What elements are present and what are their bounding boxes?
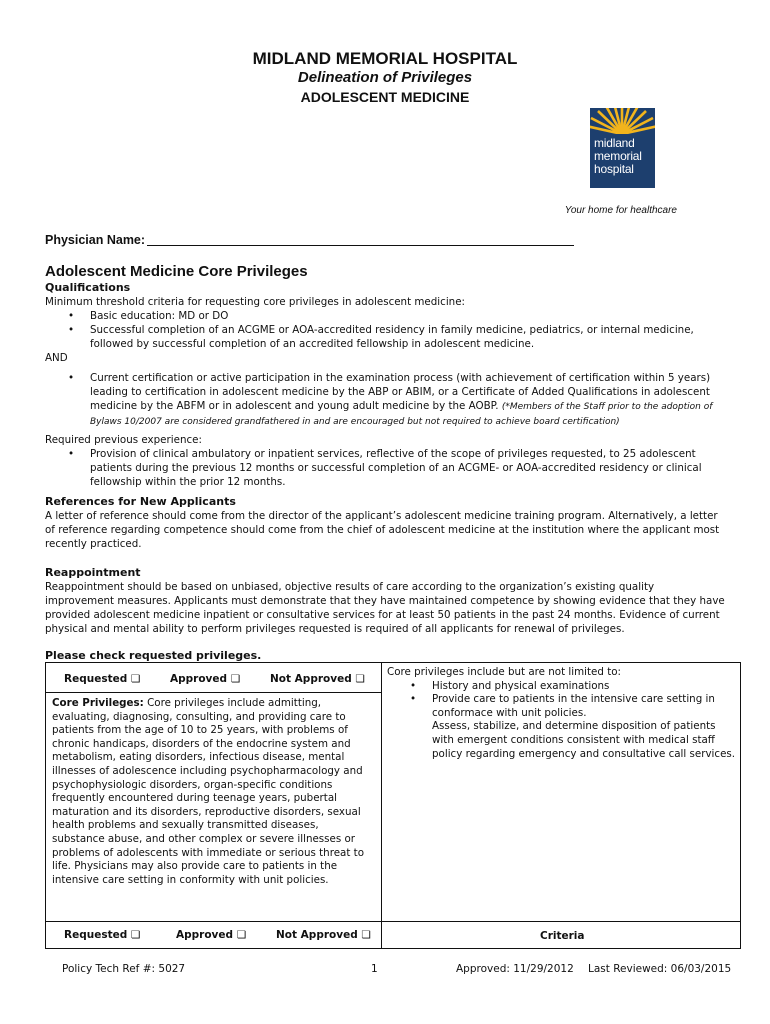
document-subtitle: Delineation of Privileges — [297, 69, 473, 86]
approved-checkbox[interactable]: Approved ❏ — [176, 929, 247, 941]
requested-checkbox[interactable]: Requested ❏ — [64, 673, 141, 685]
logo-text: midland — [594, 136, 635, 150]
core-privileges-label: Core Privileges: — [52, 697, 144, 709]
qualifications-section — [45, 281, 725, 489]
reappointment-text: Reappointment should be based on unbiased, objective results of care according to the organization’s existing quality improvement measures. Applicants must demonstrate that they have maintained competence by showing evidence that they have provided adolescent medicine inpatient or consultative services for at least 50 patients in the past 24 months. Evidence of current physical and mental ability to perform privileges requested is required of all applicants for renewal of privileges. — [45, 581, 725, 635]
grandfather-note: (*Members of the Staff prior to the adoption of Bylaws 10/2007 are considered grandfathered in and are encouraged but not required to achieve board certification) — [90, 402, 713, 427]
core-privileges-list — [387, 666, 737, 761]
requested-checkbox[interactable]: Requested ❏ — [64, 929, 141, 941]
qualifications-intro: Minimum threshold criteria for requesting core privileges in adolescent medicine: — [45, 296, 466, 308]
references-text: A letter of reference should come from the director of the applicant’s adolescent medicine training program. Alternatively, a letter of reference regarding competence should come from the chief of adolescent medicine at the institution where the applicant most recently practiced. — [45, 510, 720, 550]
list-item — [45, 371, 725, 429]
references-section — [45, 495, 725, 551]
approved-date: Approved: 11/29/2012 — [456, 963, 574, 975]
section-title: Adolescent Medicine Core Privileges — [45, 263, 308, 280]
reappointment-heading: Reappointment — [45, 566, 141, 579]
list-item: • Basic education: MD or DO — [45, 309, 725, 323]
table-divider — [46, 692, 382, 693]
not-approved-checkbox[interactable]: Not Approved ❏ — [270, 673, 365, 685]
experience-heading: Required previous experience: — [45, 434, 202, 446]
approved-checkbox[interactable]: Approved ❏ — [170, 673, 241, 685]
hospital-logo — [590, 108, 655, 188]
table-divider — [381, 663, 382, 948]
qualifications-heading: Qualifications — [45, 281, 131, 294]
core-privileges-text: Core privileges include admitting, evaluating, diagnosing, consulting, and providing care to patients from the age of 10 to 25 years, with problems of chronic handicaps, disorders of the endocrine system and metabolism, eating disorders, infectious disease, mental illnesses of adolescence including psychopharmacology and psychophysiologic disorders, organ-specific conditions frequently encountered during teenage years, pubertal maturation and its disorders, reproductive disorders, sexual health problems and sexually transmitted diseases, substance abuse, and other complex or severe illnesses or problems of adolescents with immediate or serious threat to life. Physicians may also provide care to patients in the intensive care setting in conformity with unit policies. — [52, 697, 364, 886]
references-heading: References for New Applicants — [45, 495, 236, 508]
department-title: ADOLESCENT MEDICINE — [300, 89, 470, 105]
physician-name-label: Physician Name: — [45, 233, 146, 247]
right-intro: Core privileges include but are not limited to: — [387, 666, 622, 678]
reappointment-section — [45, 566, 725, 636]
list-item: • Successful completion of an ACGME or AOA-accredited residency in family medicine, pediatrics, or internal medicine, followed by successful completion of an accredited fellowship in adolescent medicine. — [45, 323, 725, 351]
list-item: • History and physical examinations — [387, 680, 737, 694]
page-number: 1 — [371, 963, 378, 975]
hospital-title: MIDLAND MEMORIAL HOSPITAL — [252, 49, 518, 68]
core-privileges-description — [52, 697, 374, 887]
and-label: AND — [45, 352, 68, 364]
physician-name-field[interactable] — [45, 233, 574, 247]
check-prompt: Please check requested privileges. — [45, 649, 262, 662]
logo-text: memorial — [594, 149, 642, 163]
list-item: • Provision of clinical ambulatory or inpatient services, reflective of the scope of privileges requested, to 25 adolescent patients during the previous 12 months or successful completion of an ACGME- or AOA-accredited residency or clinical fellowship within the prior 12 months. — [45, 447, 725, 489]
privileges-table — [45, 662, 741, 949]
physician-name-line[interactable] — [147, 245, 574, 246]
tagline: Your home for healthcare — [564, 205, 677, 216]
right-extra: Assess, stabilize, and determine disposition of patients with emergent conditions consistent with medical staff policy regarding emergency and consultative call services. — [432, 720, 736, 760]
criteria-label: Criteria — [540, 930, 585, 942]
not-approved-checkbox[interactable]: Not Approved ❏ — [276, 929, 371, 941]
list-item: • Provide care to patients in the intensive care setting in conformace with unit policies. — [387, 693, 737, 720]
logo-text: hospital — [594, 162, 634, 176]
table-bottom-row — [46, 921, 740, 949]
certification-text: Current certification or active participation in the examination process (with achievement of certification within 5 years) leading to certification in adolescent medicine by the ABP or ABIM, or a Certificate of Added Qualifications in adolescent medicine by the ABFM or in adolescent and young adult medicine by the AOBP. — [90, 372, 711, 412]
policy-ref: Policy Tech Ref #: 5027 — [62, 963, 186, 975]
last-reviewed-date: Last Reviewed: 06/03/2015 — [588, 963, 732, 975]
